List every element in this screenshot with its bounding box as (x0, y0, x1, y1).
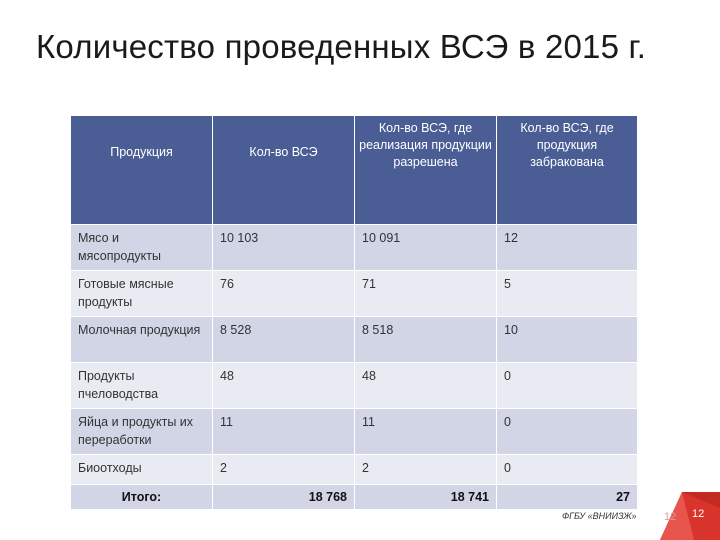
cell-product: Продукты пчеловодства (71, 363, 213, 409)
cell-rejected: 12 (497, 225, 638, 271)
total-rejected: 27 (497, 485, 638, 510)
table-row (71, 225, 638, 271)
cell-count: 48 (213, 363, 355, 409)
cell-product: Биоотходы (71, 455, 213, 485)
cell-product: Мясо и мясопродукты (71, 225, 213, 271)
cell-allowed: 11 (355, 409, 497, 455)
table-row (71, 455, 638, 485)
cell-rejected: 0 (497, 409, 638, 455)
cell-allowed: 2 (355, 455, 497, 485)
cell-rejected: 5 (497, 271, 638, 317)
cell-rejected: 0 (497, 363, 638, 409)
cell-allowed: 48 (355, 363, 497, 409)
cell-product: Яйца и продукты их переработки (71, 409, 213, 455)
header-allowed: Кол-во ВСЭ, где реализация продукции разрешена (355, 116, 497, 225)
cell-product: Готовые мясные продукты (71, 271, 213, 317)
cell-count: 11 (213, 409, 355, 455)
cell-allowed: 10 091 (355, 225, 497, 271)
header-count: Кол-во ВСЭ (213, 116, 355, 225)
cell-count: 8 528 (213, 317, 355, 363)
cell-allowed: 71 (355, 271, 497, 317)
cell-rejected: 0 (497, 455, 638, 485)
cell-count: 10 103 (213, 225, 355, 271)
cell-rejected: 10 (497, 317, 638, 363)
footer-organization: ФГБУ «ВНИИЗЖ» (562, 511, 637, 521)
slide-title: Количество проведенных ВСЭ в 2015 г. (36, 28, 647, 65)
table-row (71, 409, 638, 455)
header-rejected: Кол-во ВСЭ, где продукция забракована (497, 116, 638, 225)
total-allowed: 18 741 (355, 485, 497, 510)
cell-count: 76 (213, 271, 355, 317)
vse-table (70, 115, 638, 510)
page-number: 12 (692, 508, 705, 520)
cell-product: Молочная продукция (71, 317, 213, 363)
total-label: Итого: (71, 485, 213, 510)
total-count: 18 768 (213, 485, 355, 510)
table-row (71, 363, 638, 409)
table-row (71, 317, 638, 363)
page-number-shadow: 12 (664, 511, 677, 523)
table-total-row (71, 485, 638, 510)
table-row (71, 271, 638, 317)
table-header-row (71, 116, 638, 225)
header-product: Продукция (71, 116, 213, 225)
cell-count: 2 (213, 455, 355, 485)
cell-allowed: 8 518 (355, 317, 497, 363)
